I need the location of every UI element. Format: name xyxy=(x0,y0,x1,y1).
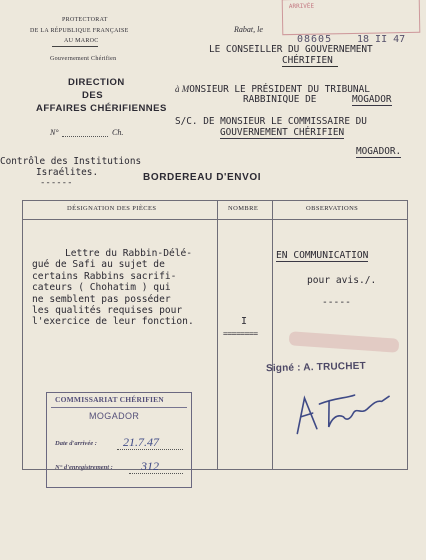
via-line-2: GOUVERNEMENT CHÉRIFIEN xyxy=(220,127,345,138)
description-line: cateurs ( Chohatim ) qui xyxy=(32,282,171,294)
sender-line-1: LE CONSEILLER DU GOUVERNEMENT xyxy=(209,44,373,55)
via-line-1: S/C. DE MONSIEUR LE COMMISSAIRE DU xyxy=(175,116,367,127)
date-place-label: Rabat, le xyxy=(234,25,263,34)
via-city: MOGADOR. xyxy=(356,146,402,157)
red-ink-smudge xyxy=(289,331,400,353)
ref-ch-label: Ch. xyxy=(112,128,124,137)
observation-line-1: EN COMMUNICATION xyxy=(276,250,369,261)
arrival-date-value: 21.7.47 xyxy=(123,435,159,449)
recipient-line-2: RABBINIQUE DE xyxy=(243,94,317,105)
subject-line-2: Israélites. xyxy=(36,167,99,178)
ref-number-blank xyxy=(62,136,108,137)
arrival-stamp-title: ARRIVÉE xyxy=(288,2,315,11)
description-line: gué de Safi au sujet de xyxy=(32,259,165,271)
gouvernement-line: Gouvernement Chérifien xyxy=(50,56,117,62)
direction-line-2: DES xyxy=(82,90,104,101)
registration-value: 312 xyxy=(141,459,159,473)
description-line: l'exercice de leur fonction. xyxy=(32,316,194,328)
registration-label: N° d'enregistrement : xyxy=(55,464,113,471)
sender-line-2: CHÉRIFIEN xyxy=(282,55,333,66)
col-header-nombre: NOMBRE xyxy=(228,205,259,212)
reception-stamp-title-1: COMMISSARIAT CHÉRIFIEN xyxy=(55,395,164,404)
protectorat-line-1: PROTECTORAT xyxy=(62,17,108,23)
recipient-text: ONSIEUR LE PRÉSIDENT DU TRIBUNAL xyxy=(189,84,370,95)
reception-stamp-title-2: MOGADOR xyxy=(89,411,140,421)
piece-count: I xyxy=(241,316,248,327)
description-line: Lettre du Rabbin-Délé- xyxy=(65,248,193,259)
subject-line-1: Contrôle des Institutions xyxy=(0,156,142,167)
protectorat-line-2: DE LA RÉPUBLIQUE FRANÇAISE xyxy=(30,28,129,34)
col-divider-2 xyxy=(272,201,273,469)
header-row-divider xyxy=(23,219,407,220)
observation-line-2: pour avis./. xyxy=(307,275,377,286)
document-title: BORDEREAU D'ENVOI xyxy=(143,172,262,183)
reception-stamp-rule xyxy=(51,407,187,408)
arrival-stamp-date: 18 II 47 xyxy=(357,34,406,45)
sender-underline xyxy=(282,66,338,67)
observation-dashes: ----- xyxy=(322,297,351,308)
protectorat-line-3: AU MAROC xyxy=(64,38,99,44)
col-header-observations: OBSERVATIONS xyxy=(306,205,359,212)
handwritten-signature xyxy=(284,380,400,448)
col-header-designation: DÉSIGNATION DES PIÈCES xyxy=(67,205,157,212)
piece-description xyxy=(32,248,194,328)
description-line: les qualités requises pour xyxy=(32,305,183,317)
ref-number-label: N° xyxy=(50,128,59,137)
description-line: ne semblent pas posséder xyxy=(32,293,171,305)
signature-stamp: Signé : A. TRUCHET xyxy=(265,360,367,375)
arrival-date-label: Date d'arrivée : xyxy=(55,440,97,447)
recipient-prefix: à M xyxy=(175,84,190,94)
arrival-stamp-number: 08605 xyxy=(297,34,333,45)
recipient-city: MOGADOR xyxy=(352,94,392,105)
header-divider xyxy=(52,46,98,47)
reception-stamp xyxy=(46,392,192,488)
direction-line-3: AFFAIRES CHÉRIFIENNES xyxy=(36,103,167,114)
count-separator: ======== xyxy=(223,329,258,338)
direction-line-1: DIRECTION xyxy=(68,77,125,88)
signature-scribble xyxy=(284,380,399,441)
description-line: certains Rabbins sacrifi- xyxy=(32,270,177,282)
arrival-stamp xyxy=(282,0,421,35)
col-divider-1 xyxy=(217,201,218,469)
subject-dashes: ------ xyxy=(40,178,73,188)
